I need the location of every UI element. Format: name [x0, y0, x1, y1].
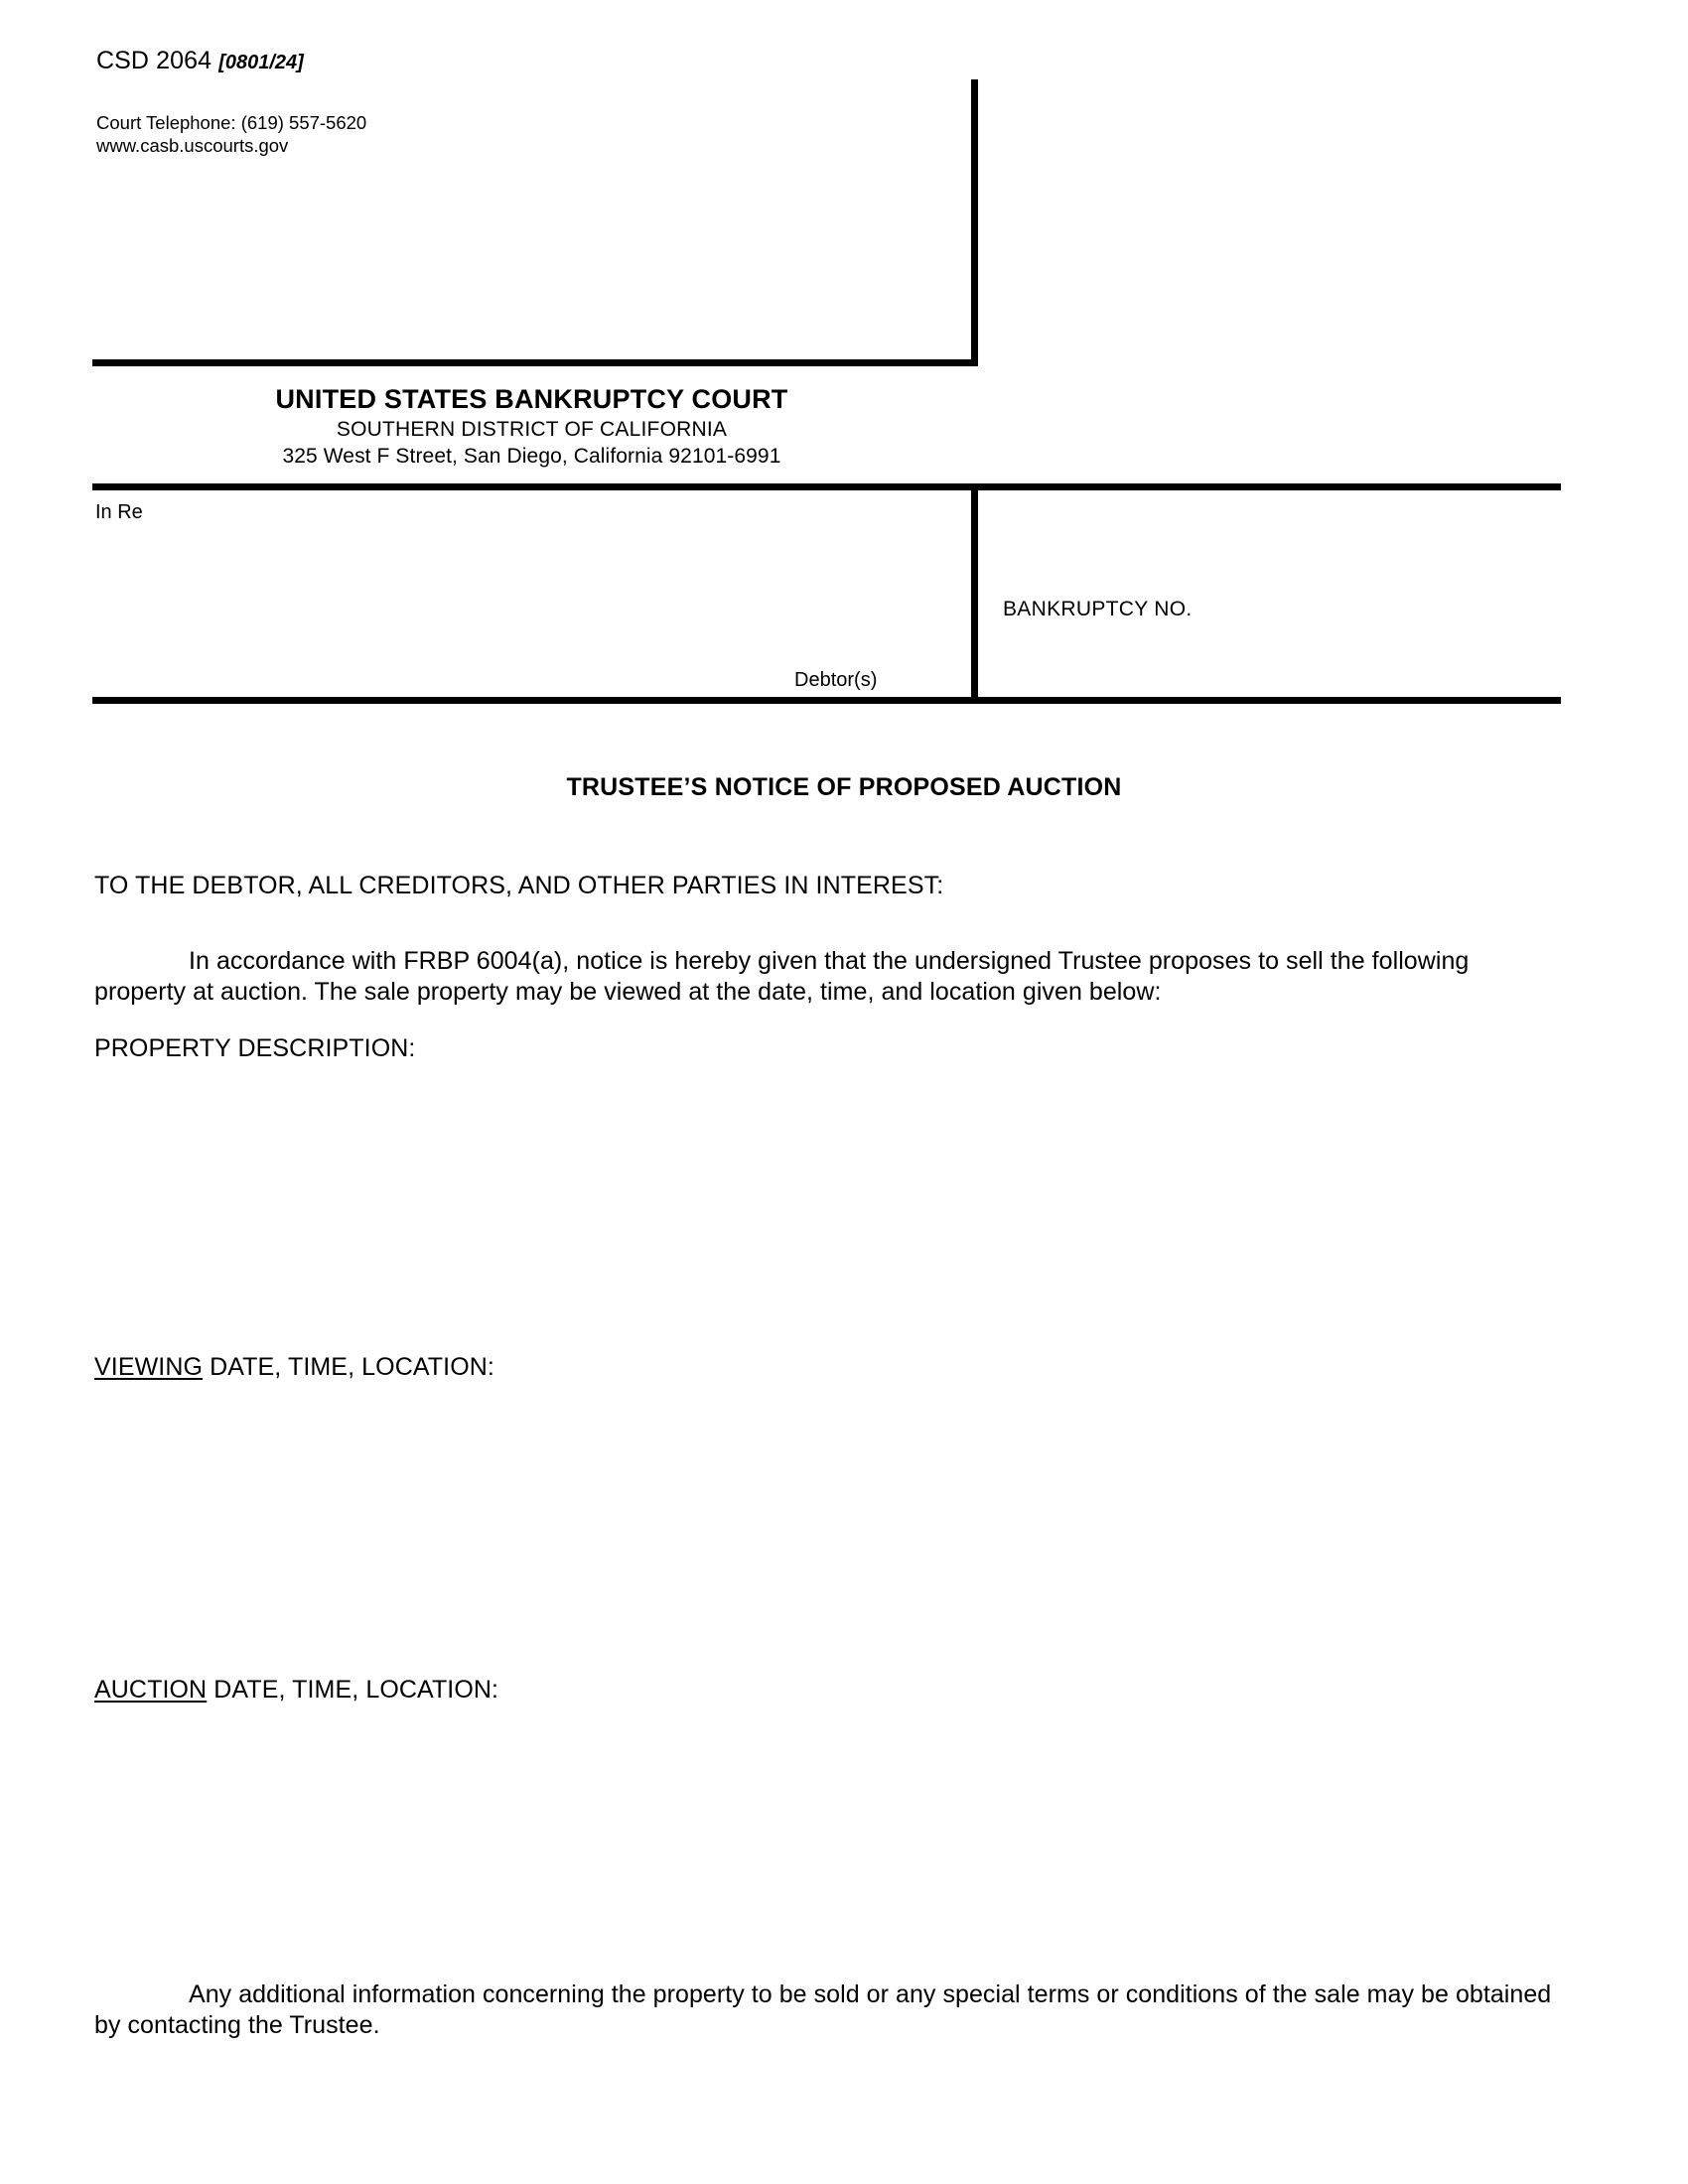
form-revision-date: [0801/24]: [218, 52, 304, 73]
form-number: CSD 2064: [96, 47, 212, 74]
caption-horizontal-rule-upper: [92, 359, 978, 366]
intro-paragraph: In accordance with FRBP 6004(a), notice is hereby given that the undersigned Trustee proposes to sell the following property at auction. The sale property may be viewed at the date, time, and location given below:: [94, 947, 1470, 1006]
court-website: www.casb.uscourts.gov: [96, 135, 289, 156]
property-description-label: PROPERTY DESCRIPTION:: [94, 1034, 416, 1062]
bankruptcy-number-label: BANKRUPTCY NO.: [1003, 598, 1193, 620]
debtors-label: Debtor(s): [794, 669, 878, 691]
caption-vertical-rule-lower: [971, 483, 978, 704]
caption-vertical-rule-upper: [971, 79, 978, 362]
caption-horizontal-rule-lower: [92, 697, 1561, 704]
auction-label-rest: DATE, TIME, LOCATION:: [207, 1676, 499, 1704]
court-name: UNITED STATES BANKRUPTCY COURT: [275, 384, 788, 414]
court-contact-block: [96, 111, 366, 157]
in-re-label: In Re: [95, 501, 143, 523]
court-heading: [92, 383, 971, 470]
property-description-field[interactable]: [94, 1074, 1564, 1334]
court-address: 325 West F Street, San Diego, California 92101-6991: [282, 445, 781, 468]
auction-label-emphasis: AUCTION: [94, 1676, 208, 1704]
auction-details-field[interactable]: [94, 1715, 1564, 1962]
viewing-label-rest: DATE, TIME, LOCATION:: [203, 1353, 494, 1381]
court-district: SOUTHERN DISTRICT OF CALIFORNIA: [336, 418, 728, 441]
form-identifier: [96, 47, 304, 75]
caption-horizontal-rule-middle: [92, 483, 1561, 490]
court-telephone: Court Telephone: (619) 557-5620: [96, 112, 367, 133]
viewing-label: [94, 1353, 494, 1382]
addressee-line: TO THE DEBTOR, ALL CREDITORS, AND OTHER PARTIES IN INTEREST:: [94, 872, 944, 899]
viewing-details-field[interactable]: [94, 1393, 1564, 1659]
auction-label: [94, 1676, 498, 1705]
viewing-label-emphasis: VIEWING: [94, 1353, 204, 1381]
closing-paragraph: Any additional information concerning the property to be sold or any special terms or conditions of the sale may be obtained by contacting the Trustee.: [94, 1980, 1552, 2039]
document-title: TRUSTEE’S NOTICE OF PROPOSED AUCTION: [566, 773, 1122, 801]
